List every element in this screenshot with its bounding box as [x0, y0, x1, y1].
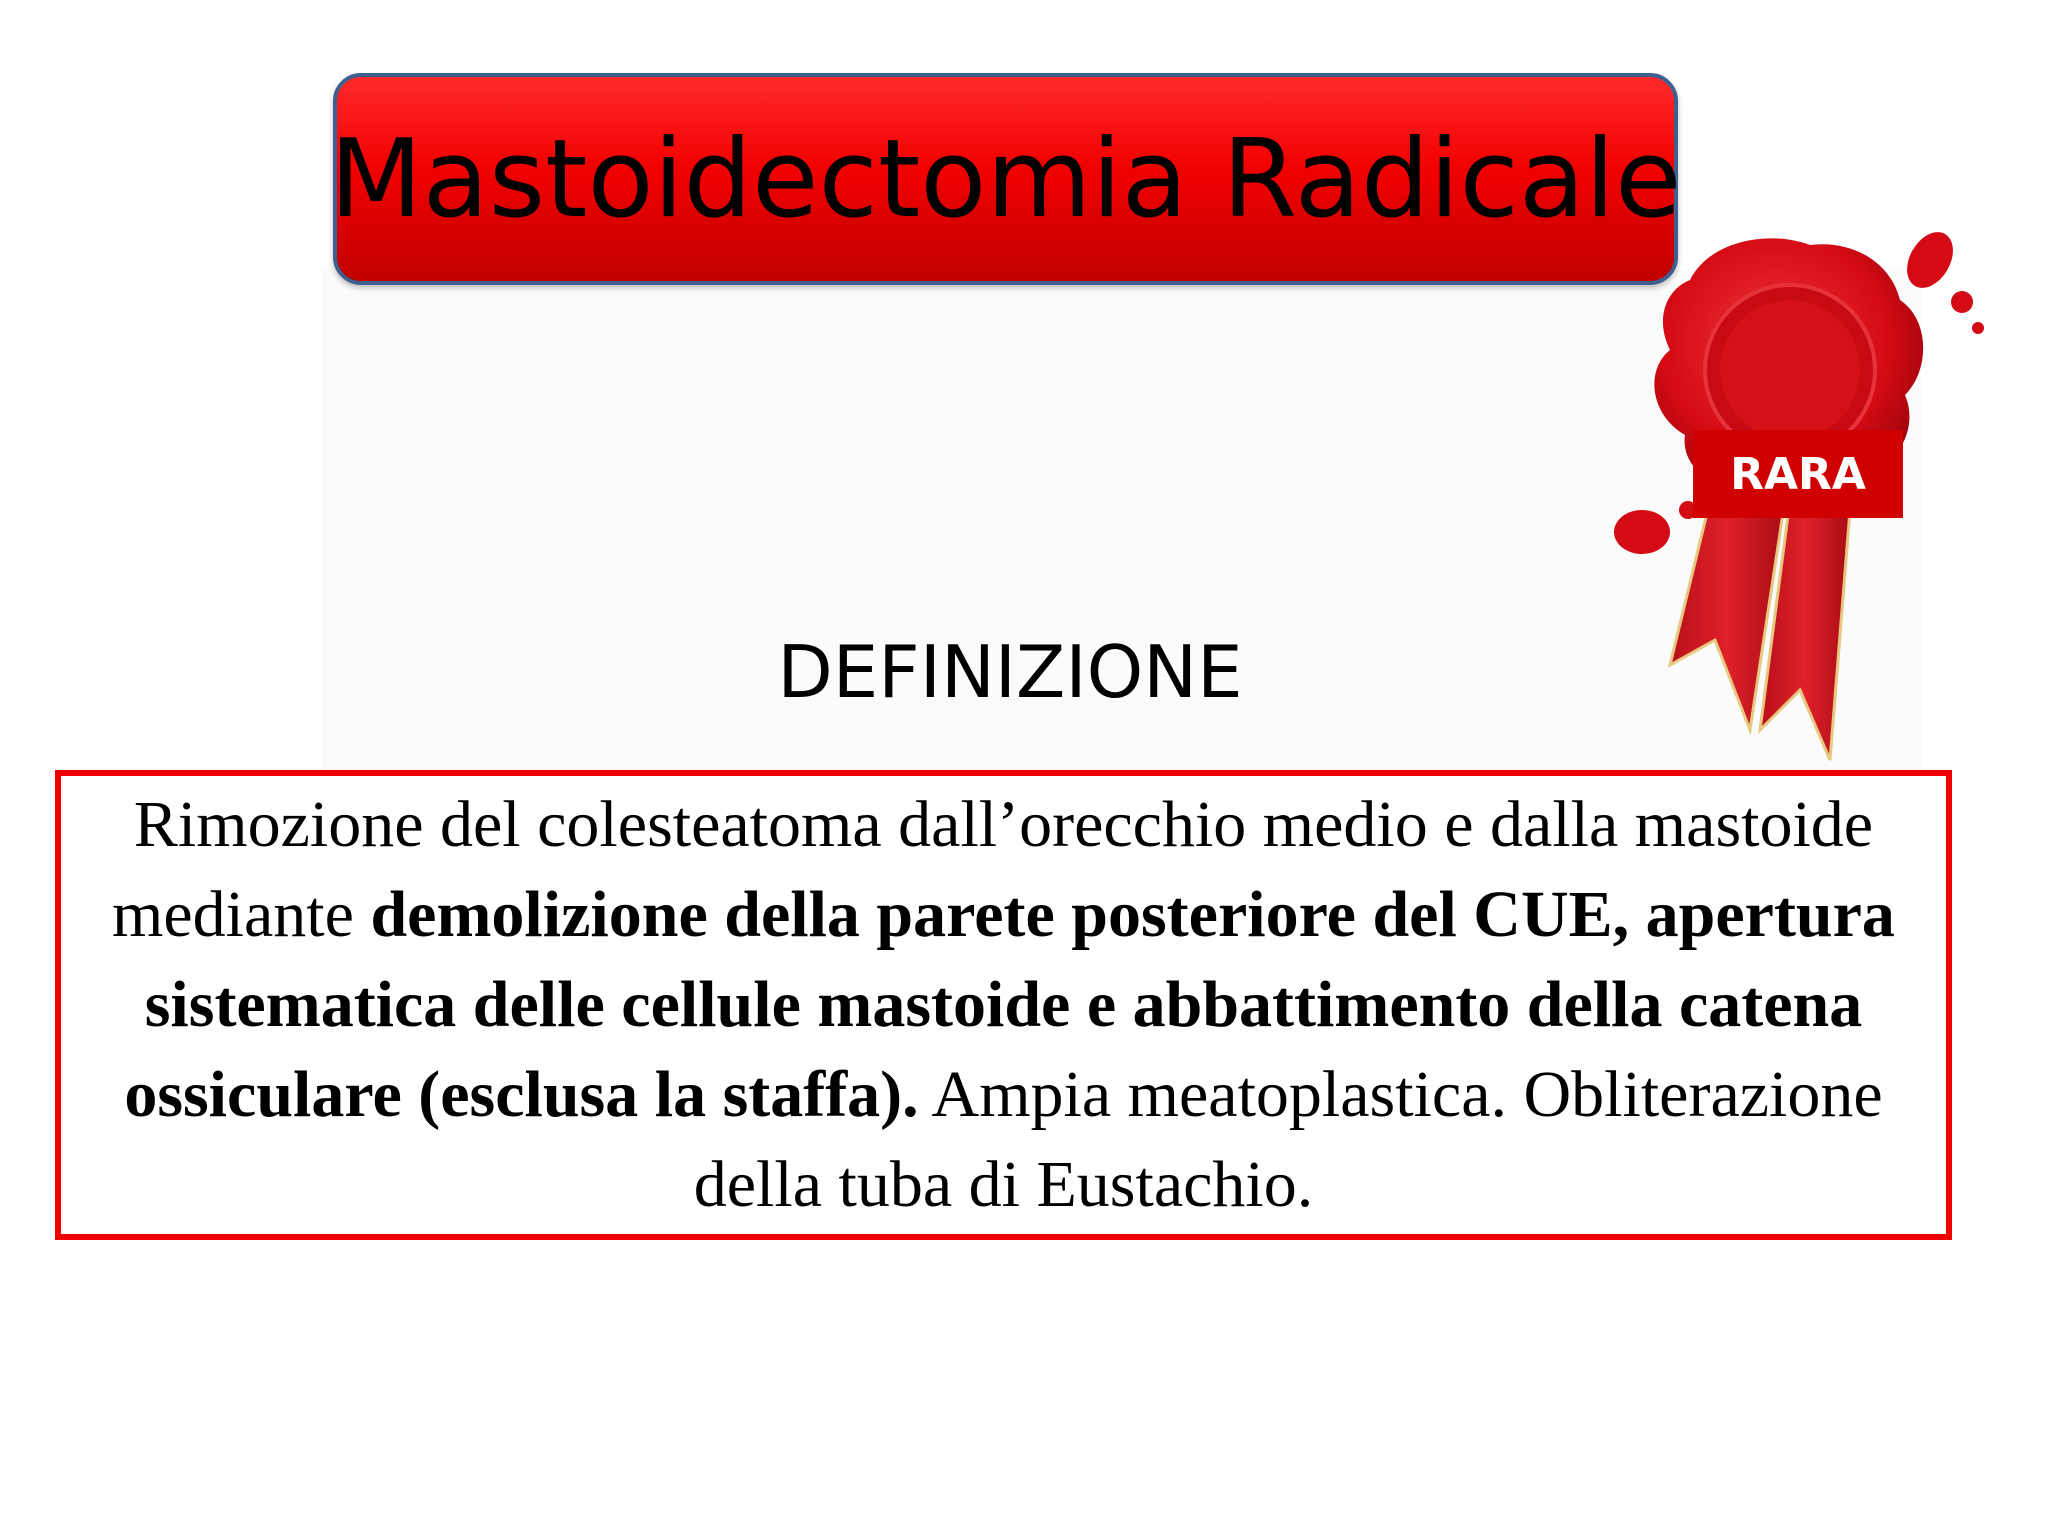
rare-badge-label: RARA	[1730, 448, 1866, 500]
rare-badge	[1693, 430, 1903, 518]
slide-title: Mastoidectomia Radicale	[329, 116, 1682, 242]
definition-intro: Rimozione del colesteatoma dall’orecchio medio e dalla mastoide mediante	[112, 788, 1874, 951]
title-banner	[329, 73, 1682, 285]
definition-box	[55, 770, 1952, 1240]
definition-bold: demolizione della parete posteriore del CUE, apertura sistematica delle cellule mastoide e abbattimento della catena ossiculare (esclusa la staffa).	[124, 878, 1895, 1131]
definition-outro: Ampia meatoplastica. Obliterazione della tuba di Eustachio.	[693, 1058, 1883, 1221]
definition-text	[74, 780, 1934, 1230]
definition-heading: DEFINIZIONE	[777, 630, 1243, 714]
